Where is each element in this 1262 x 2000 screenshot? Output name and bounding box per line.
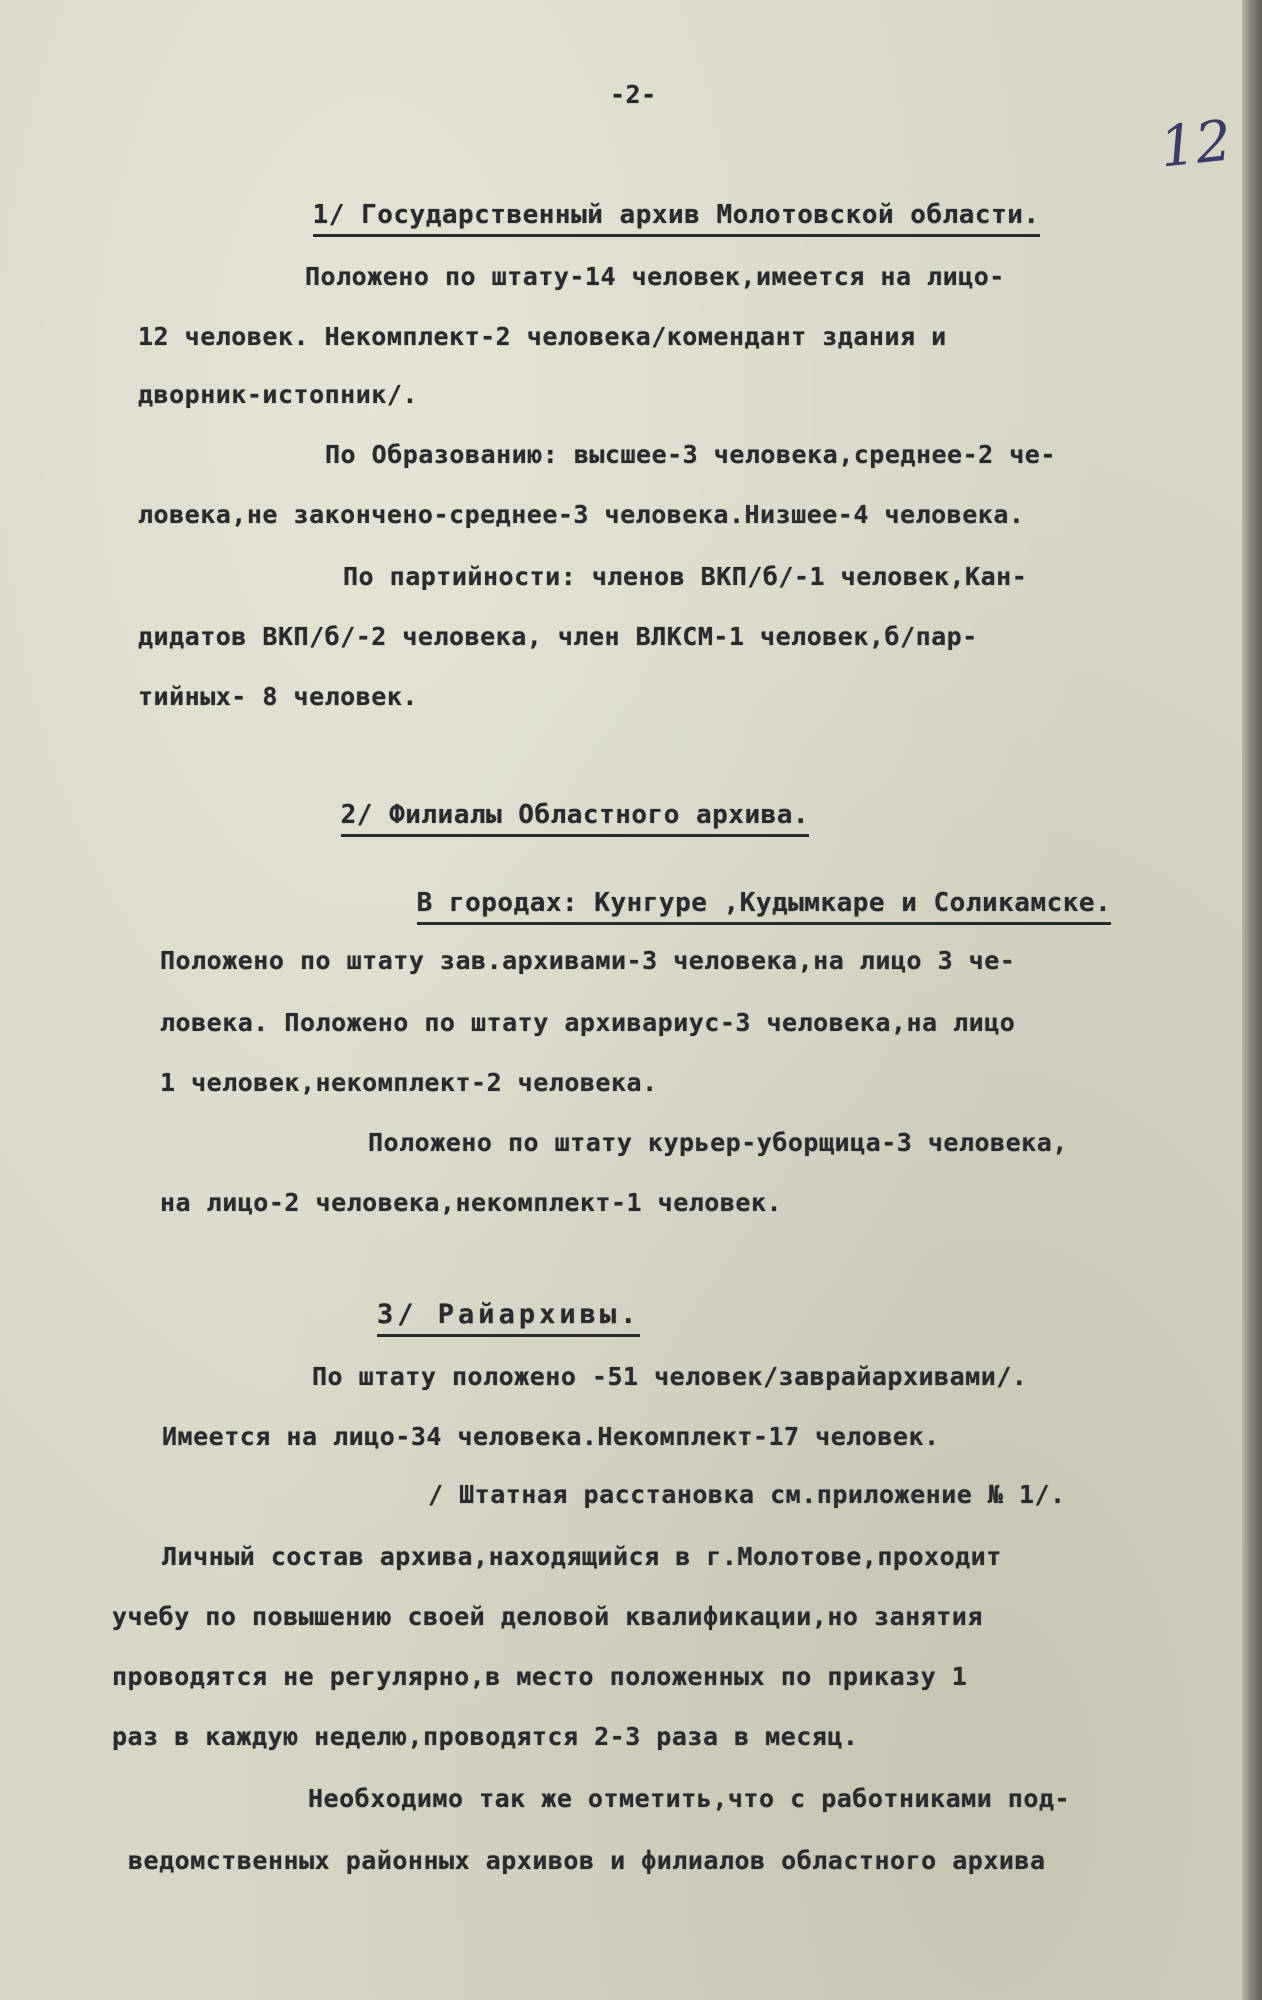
section-2-heading-text: 2/ Филиалы Областного архива. <box>341 800 809 837</box>
text-line: учебу по повышению своей деловой квалификации,но занятия <box>112 1602 983 1631</box>
text-line: на лицо-2 человека,некомплект-1 человек. <box>160 1188 783 1217</box>
text-line: Положено по штату зав.архивами-3 человека,на лицо 3 че- <box>160 946 1016 975</box>
text-line: По штату положено -51 человек/заврайархивами/. <box>312 1362 1028 1391</box>
section-2-subheading <box>352 858 1111 948</box>
text-line: 1 человек,некомплект-2 человека. <box>160 1068 658 1097</box>
text-line: тийных- 8 человек. <box>138 682 418 711</box>
section-1-heading-text: 1/ Государственный архив Молотовской области. <box>313 200 1040 237</box>
text-line: проводятся не регулярно,в место положенных по приказу 1 <box>112 1662 968 1691</box>
text-line: 12 человек. Некомплект-2 человека/комендант здания и <box>138 322 947 351</box>
text-line: / Штатная расстановка см.приложение № 1/. <box>428 1480 1066 1509</box>
text-line: дворник-истопник/. <box>138 380 418 409</box>
sheet-number-handwritten: 12 <box>1156 108 1235 181</box>
section-2-heading <box>276 770 809 860</box>
section-3-heading-text: 3/ Райархивы. <box>377 1299 640 1337</box>
text-line: Личный состав архива,находящийся в г.Молотове,проходит <box>162 1542 1002 1571</box>
text-line: Положено по штату курьер-уборщица-3 человека, <box>368 1128 1068 1157</box>
text-line: Положено по штату-14 человек,имеется на лицо- <box>305 262 1005 291</box>
text-line: По партийности: членов ВКП/б/-1 человек,Кан- <box>343 562 1028 591</box>
section-3-heading <box>296 1268 640 1361</box>
page-number: -2- <box>610 80 657 109</box>
text-line: Имеется на лицо-34 человека.Некомплект-17 человек. <box>162 1422 940 1451</box>
text-line: дидатов ВКП/б/-2 человека, член ВЛКСМ-1 человек,б/пар- <box>138 622 978 651</box>
section-2-subheading-text: В городах: Кунгуре ,Кудымкаре и Соликамске. <box>417 888 1112 925</box>
page-edge-shadow <box>1242 0 1262 2000</box>
section-1-heading <box>248 170 1040 260</box>
text-line: По Образованию: высшее-3 человека,среднее-2 че- <box>325 440 1056 469</box>
text-line: ловека. Положено по штату архивариус-3 человека,на лицо <box>160 1008 1016 1037</box>
text-line: ведомственных районных архивов и филиалов областного архива <box>128 1846 1046 1875</box>
text-line: ловека,не закончено-среднее-3 человека.Низшее-4 человека. <box>138 500 1025 529</box>
text-line: раз в каждую неделю,проводятся 2-3 раза в месяц. <box>112 1722 859 1751</box>
text-line: Необходимо так же отметить,что с работниками под- <box>308 1784 1071 1813</box>
